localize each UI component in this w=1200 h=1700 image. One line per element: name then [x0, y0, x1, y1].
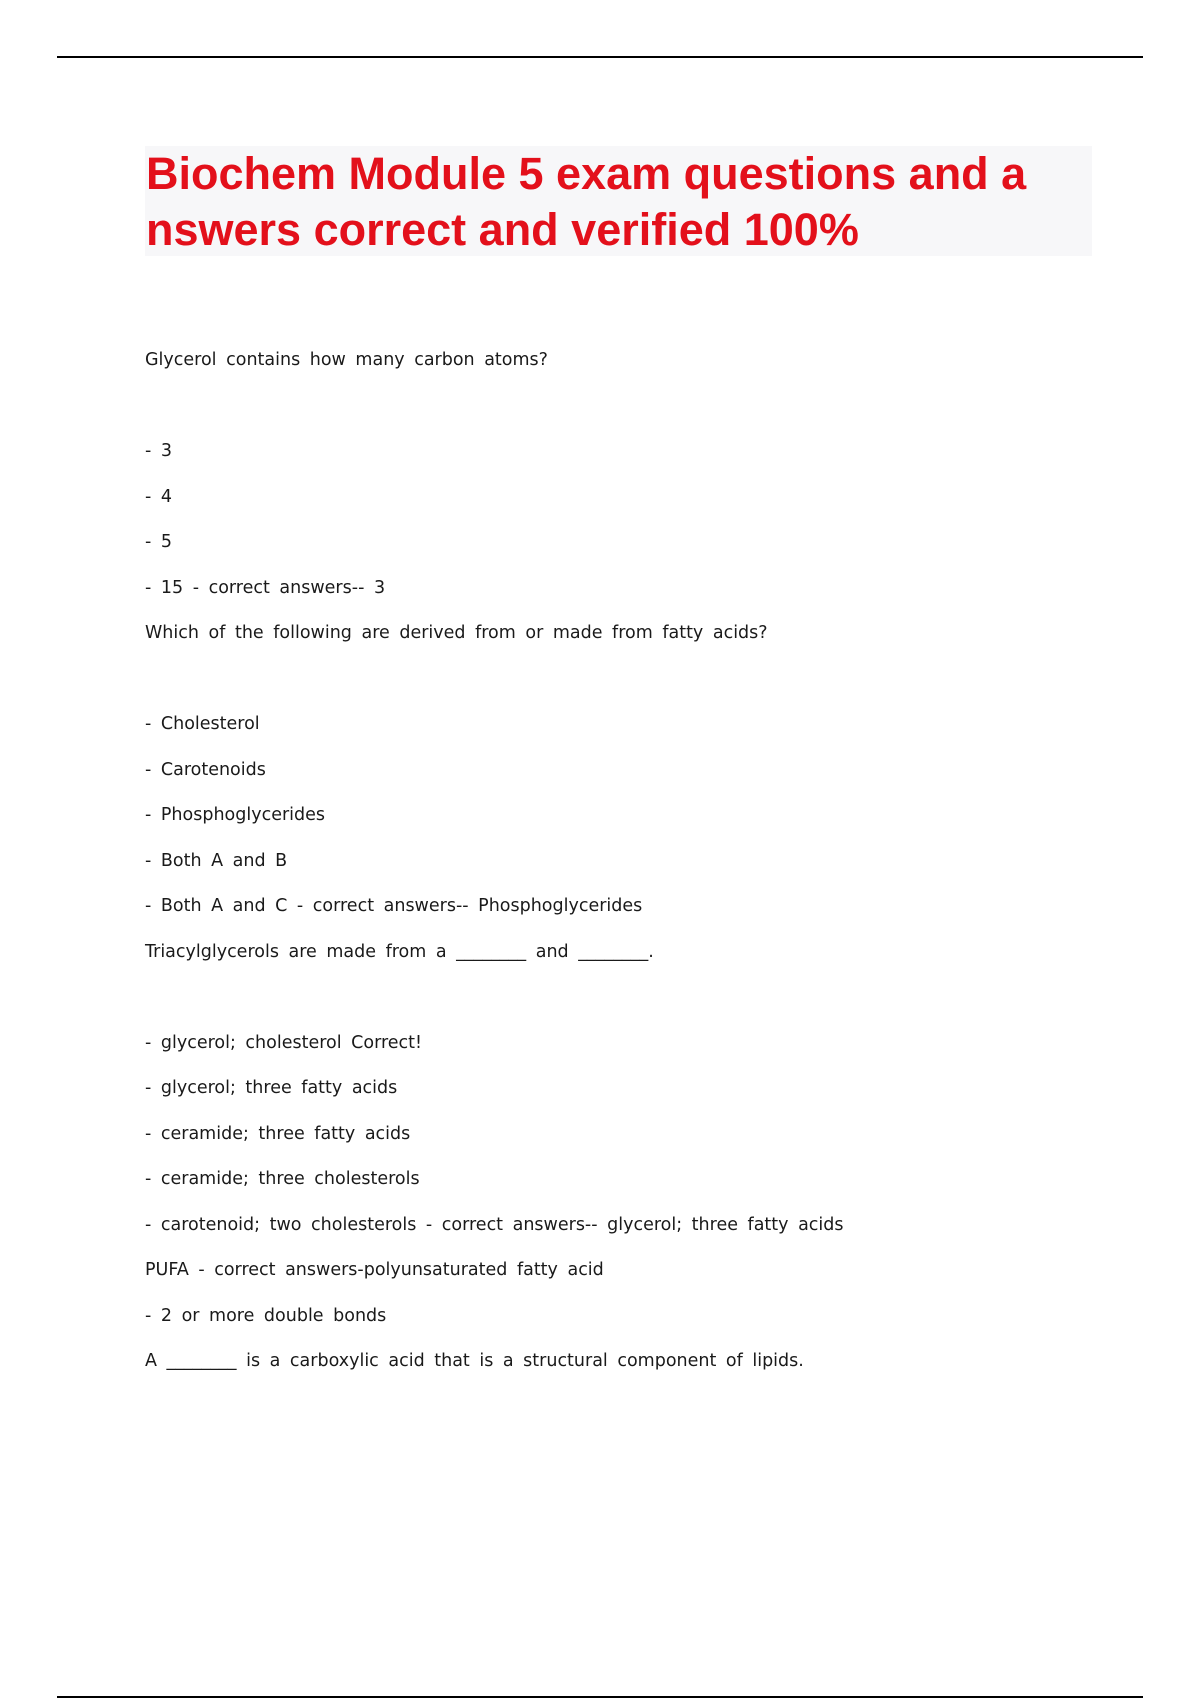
question-3: Triacylglycerols are made from a ________ and ________. — [145, 942, 654, 962]
top-rule — [57, 56, 1143, 58]
q3-option-b: - glycerol; three fatty acids — [145, 1078, 398, 1098]
title-line-1: Biochem Module 5 exam questions and a — [146, 148, 1027, 199]
q2-option-d: - Both A and B — [145, 851, 288, 871]
q1-option-c: - 5 — [145, 532, 173, 552]
q3-option-d: - ceramide; three cholesterols — [145, 1169, 420, 1189]
q1-option-d-answer: - 15 - correct answers-- 3 — [145, 578, 386, 598]
question-5: A ________ is a carboxylic acid that is a structural component of lipids. — [145, 1351, 804, 1371]
q2-option-e-answer: - Both A and C - correct answers-- Phosphoglycerides — [145, 896, 643, 916]
q2-option-c: - Phosphoglycerides — [145, 805, 326, 825]
q3-option-a: - glycerol; cholesterol Correct! — [145, 1033, 423, 1053]
pufa-note: - 2 or more double bonds — [145, 1306, 387, 1326]
pufa-definition: PUFA - correct answers-polyunsaturated fatty acid — [145, 1260, 604, 1280]
q1-option-b: - 4 — [145, 487, 173, 507]
document-title — [146, 146, 1086, 258]
q1-option-a: - 3 — [145, 441, 173, 461]
question-1: Glycerol contains how many carbon atoms? — [145, 350, 548, 370]
q2-option-a: - Cholesterol — [145, 714, 260, 734]
q3-option-e-answer: - carotenoid; two cholesterols - correct answers-- glycerol; three fatty acids — [145, 1215, 844, 1235]
title-line-2: nswers correct and verified 100% — [146, 204, 859, 255]
bottom-rule — [57, 1696, 1143, 1698]
q3-option-c: - ceramide; three fatty acids — [145, 1124, 411, 1144]
question-2: Which of the following are derived from or made from fatty acids? — [145, 623, 768, 643]
q2-option-b: - Carotenoids — [145, 760, 266, 780]
